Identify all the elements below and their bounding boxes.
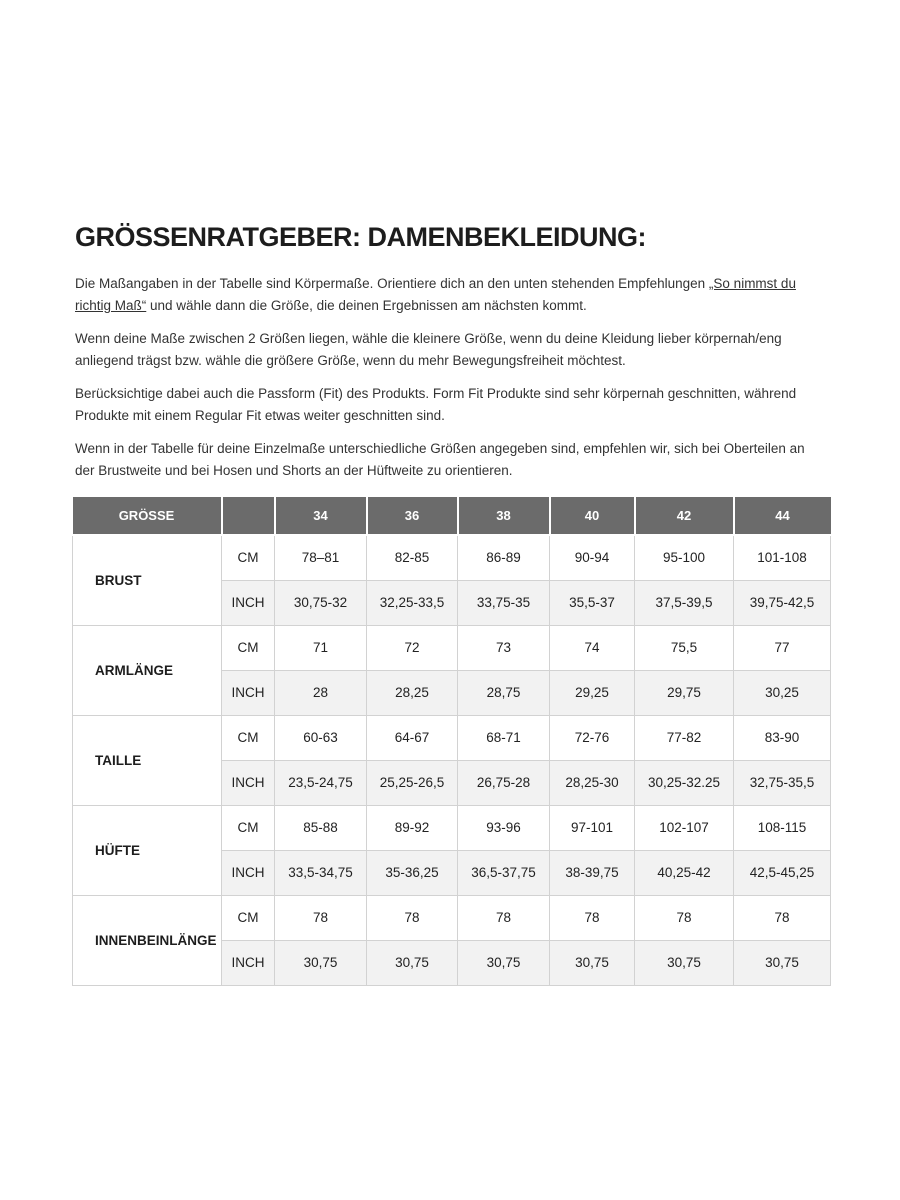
value-cell-inch: 36,5-37,75 bbox=[458, 850, 550, 895]
unit-label-cm: CM bbox=[222, 625, 275, 670]
unit-label-inch: INCH bbox=[222, 670, 275, 715]
intro-paragraph-2: Wenn deine Maße zwischen 2 Größen liegen, wähle die kleinere Größe, wenn du deine Kleidung lieber körpernah/eng anliegend trägst bzw. wähle die größere Größe, wenn du mehr Bewegungsfreiheit möchtest. bbox=[75, 331, 782, 368]
unit-label-cm: CM bbox=[222, 715, 275, 760]
unit-label-cm: CM bbox=[222, 535, 275, 580]
intro-paragraph-3: Berücksichtige dabei auch die Passform (Fit) des Produkts. Form Fit Produkte sind sehr körpernah geschnitten, während Produkte mit einem Regular Fit etwas weiter geschnitten sind. bbox=[75, 386, 797, 423]
value-cell-cm: 93-96 bbox=[458, 805, 550, 850]
value-cell-inch: 39,75-42,5 bbox=[734, 580, 831, 625]
value-cell-inch: 30,75 bbox=[367, 940, 458, 985]
unit-label-inch: INCH bbox=[222, 850, 275, 895]
page-title: GRÖSSENRATGEBER: DAMENBEKLEIDUNG: bbox=[75, 222, 647, 252]
measurement-row-cm bbox=[73, 625, 831, 670]
measurement-label: TAILLE bbox=[73, 715, 222, 805]
size-column-header: 44 bbox=[734, 497, 831, 535]
value-cell-inch: 40,25-42 bbox=[635, 850, 734, 895]
value-cell-cm: 78 bbox=[367, 895, 458, 940]
value-cell-cm: 83-90 bbox=[734, 715, 831, 760]
value-cell-inch: 28,25 bbox=[367, 670, 458, 715]
value-cell-inch: 29,25 bbox=[550, 670, 635, 715]
value-cell-cm: 78 bbox=[635, 895, 734, 940]
size-table-header-label: GRÖSSE bbox=[73, 497, 222, 535]
value-cell-cm: 78 bbox=[550, 895, 635, 940]
value-cell-cm: 60-63 bbox=[275, 715, 367, 760]
measurement-row-cm bbox=[73, 895, 831, 940]
value-cell-cm: 78 bbox=[734, 895, 831, 940]
unit-label-cm: CM bbox=[222, 805, 275, 850]
value-cell-inch: 26,75-28 bbox=[458, 760, 550, 805]
value-cell-cm: 101-108 bbox=[734, 535, 831, 580]
value-cell-inch: 30,75-32 bbox=[275, 580, 367, 625]
intro-text-block bbox=[75, 273, 830, 482]
value-cell-inch: 38-39,75 bbox=[550, 850, 635, 895]
value-cell-cm: 78 bbox=[458, 895, 550, 940]
value-cell-inch: 35-36,25 bbox=[367, 850, 458, 895]
measurement-label: ARMLÄNGE bbox=[73, 625, 222, 715]
value-cell-cm: 90-94 bbox=[550, 535, 635, 580]
value-cell-cm: 73 bbox=[458, 625, 550, 670]
value-cell-inch: 25,25-26,5 bbox=[367, 760, 458, 805]
size-column-header: 34 bbox=[275, 497, 367, 535]
value-cell-cm: 97-101 bbox=[550, 805, 635, 850]
value-cell-inch: 29,75 bbox=[635, 670, 734, 715]
value-cell-cm: 71 bbox=[275, 625, 367, 670]
value-cell-cm: 77 bbox=[734, 625, 831, 670]
value-cell-cm: 89-92 bbox=[367, 805, 458, 850]
value-cell-inch: 30,75 bbox=[275, 940, 367, 985]
value-cell-cm: 108-115 bbox=[734, 805, 831, 850]
value-cell-cm: 72 bbox=[367, 625, 458, 670]
intro-paragraph-1 bbox=[75, 273, 827, 317]
value-cell-inch: 28,25-30 bbox=[550, 760, 635, 805]
value-cell-inch: 30,75 bbox=[458, 940, 550, 985]
value-cell-inch: 33,5-34,75 bbox=[275, 850, 367, 895]
value-cell-inch: 23,5-24,75 bbox=[275, 760, 367, 805]
value-cell-inch: 32,25-33,5 bbox=[367, 580, 458, 625]
value-cell-inch: 28 bbox=[275, 670, 367, 715]
size-table bbox=[72, 497, 831, 986]
value-cell-inch: 30,75 bbox=[550, 940, 635, 985]
size-column-header: 38 bbox=[458, 497, 550, 535]
value-cell-inch: 30,75 bbox=[635, 940, 734, 985]
value-cell-cm: 64-67 bbox=[367, 715, 458, 760]
measurement-label: HÜFTE bbox=[73, 805, 222, 895]
value-cell-cm: 78–81 bbox=[275, 535, 367, 580]
intro-paragraph-4: Wenn in der Tabelle für deine Einzelmaße unterschiedliche Größen angegeben sind, empfehlen wir, sich bei Oberteilen an der Brustweite und bei Hosen und Shorts an der Hüftweite zu orientieren. bbox=[75, 441, 805, 478]
size-column-header: 42 bbox=[635, 497, 734, 535]
value-cell-inch: 28,75 bbox=[458, 670, 550, 715]
measuring-guide-link[interactable]: „So nimmst du richtig Maß“ bbox=[75, 276, 796, 313]
unit-label-inch: INCH bbox=[222, 580, 275, 625]
measurement-label: BRUST bbox=[73, 535, 222, 625]
unit-label-inch: INCH bbox=[222, 940, 275, 985]
size-table-header-empty bbox=[222, 497, 275, 535]
size-table-header-row bbox=[73, 497, 831, 535]
value-cell-cm: 86-89 bbox=[458, 535, 550, 580]
value-cell-cm: 102-107 bbox=[635, 805, 734, 850]
value-cell-inch: 30,25-32.25 bbox=[635, 760, 734, 805]
intro-paragraph-1-post: und wähle dann die Größe, die deinen Ergebnissen am nächsten kommt. bbox=[146, 298, 587, 313]
measurement-label: INNENBEINLÄNGE bbox=[73, 895, 222, 985]
value-cell-cm: 74 bbox=[550, 625, 635, 670]
value-cell-cm: 82-85 bbox=[367, 535, 458, 580]
measurement-row-cm bbox=[73, 805, 831, 850]
value-cell-cm: 85-88 bbox=[275, 805, 367, 850]
intro-paragraph-1-pre: Die Maßangaben in der Tabelle sind Körpermaße. Orientiere dich an den unten stehenden Empfehlungen bbox=[75, 276, 709, 291]
value-cell-cm: 68-71 bbox=[458, 715, 550, 760]
value-cell-inch: 30,75 bbox=[734, 940, 831, 985]
value-cell-cm: 78 bbox=[275, 895, 367, 940]
value-cell-inch: 37,5-39,5 bbox=[635, 580, 734, 625]
unit-label-inch: INCH bbox=[222, 760, 275, 805]
value-cell-cm: 72-76 bbox=[550, 715, 635, 760]
value-cell-inch: 32,75-35,5 bbox=[734, 760, 831, 805]
measurement-row-cm bbox=[73, 715, 831, 760]
value-cell-cm: 75,5 bbox=[635, 625, 734, 670]
value-cell-cm: 77-82 bbox=[635, 715, 734, 760]
measurement-row-cm bbox=[73, 535, 831, 580]
value-cell-inch: 42,5-45,25 bbox=[734, 850, 831, 895]
unit-label-cm: CM bbox=[222, 895, 275, 940]
value-cell-inch: 33,75-35 bbox=[458, 580, 550, 625]
size-column-header: 40 bbox=[550, 497, 635, 535]
value-cell-inch: 30,25 bbox=[734, 670, 831, 715]
size-column-header: 36 bbox=[367, 497, 458, 535]
value-cell-inch: 35,5-37 bbox=[550, 580, 635, 625]
value-cell-cm: 95-100 bbox=[635, 535, 734, 580]
